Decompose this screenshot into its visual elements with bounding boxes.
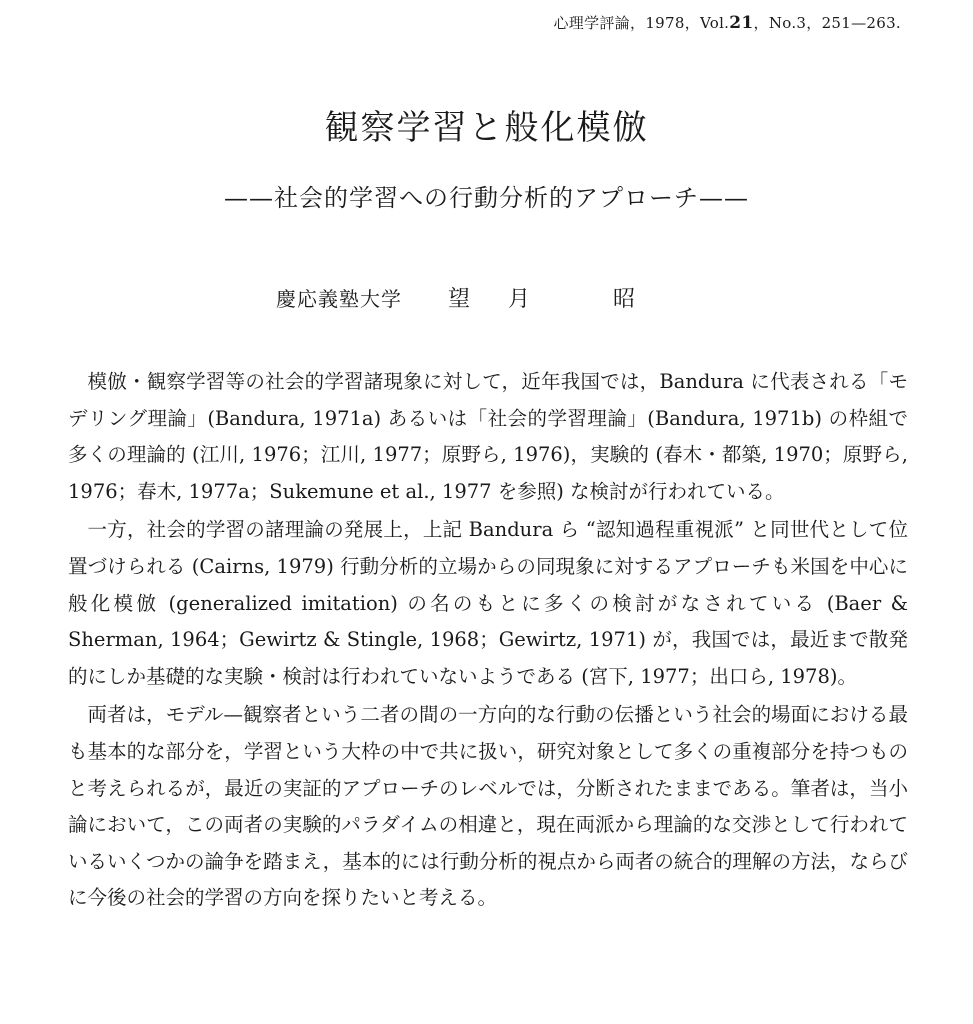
paper-subtitle: ——社会的学習への行動分析的アプローチ—— bbox=[224, 184, 749, 212]
paragraph: 一方，社会的学習の諸理論の発展上，上記 Bandura ら “認知過程重視派” と同世代として位置づけられる (Cairns, 1979) 行動分析的立場からの同現象に対するアプローチも米国を中心に般化模倣 (generalized imitation) の名のもとに多くの検討がなされている (Baer & Sherman, 1964；Gewirtz & Stingle, 1968；Gewirtz, 1971) が，我国では，最近まで散発的にしか基礎的な実験・検討は行われていないようである (宮下, 1977；出口ら, 1978)。 bbox=[68, 518, 908, 688]
paragraph: 模倣・観察学習等の社会的学習諸現象に対して，近年我国では，Bandura に代表される「モデリング理論」(Bandura, 1971a) あるいは「社会的学習理論」(Bandura, 1971b) の枠組で多くの理論的 (江川, 1976；江川, 1977；原野ら, 1976)，実験的 (春木・都築, 1970；原野ら, 1976；春木, 1977a；Sukemune et al., 1977 を参照) な検討が行われている。 bbox=[68, 370, 908, 503]
paragraph: 両者は，モデル—観察者という二者の間の一方向的な行動の伝播という社会的場面における最も基本的な部分を，学習という大枠の中で共に扱い，研究対象として多くの重複部分を持つものと考えられるが，最近の実証的アプローチのレベルでは，分断されたままである。筆者は，当小論において，この両者の実験的パラダイムの相違と，現在両派から理論的な交渉として行われているいくつかの論争を踏まえ，基本的には行動分析的視点から両者の統合的理解の方法，ならびに今後の社会的学習の方向を探りたいと考える。 bbox=[68, 703, 908, 910]
author-name: 望月 昭 bbox=[448, 287, 673, 312]
issue-number: No.3 bbox=[768, 14, 807, 32]
body-text bbox=[68, 364, 908, 917]
author-affiliation: 慶応義塾大学 bbox=[276, 287, 402, 311]
author-line bbox=[276, 282, 776, 313]
volume-label: Vol. bbox=[700, 14, 730, 32]
journal-header: 心理学評論，1978，Vol.21，No.3，251—263. bbox=[553, 13, 901, 33]
journal-name: 心理学評論 bbox=[553, 14, 630, 32]
page-range: 251—263. bbox=[821, 14, 901, 32]
paper-title: 観察学習と般化模倣 bbox=[324, 108, 649, 148]
volume-number: 21 bbox=[729, 13, 754, 33]
journal-year: 1978 bbox=[645, 14, 685, 32]
